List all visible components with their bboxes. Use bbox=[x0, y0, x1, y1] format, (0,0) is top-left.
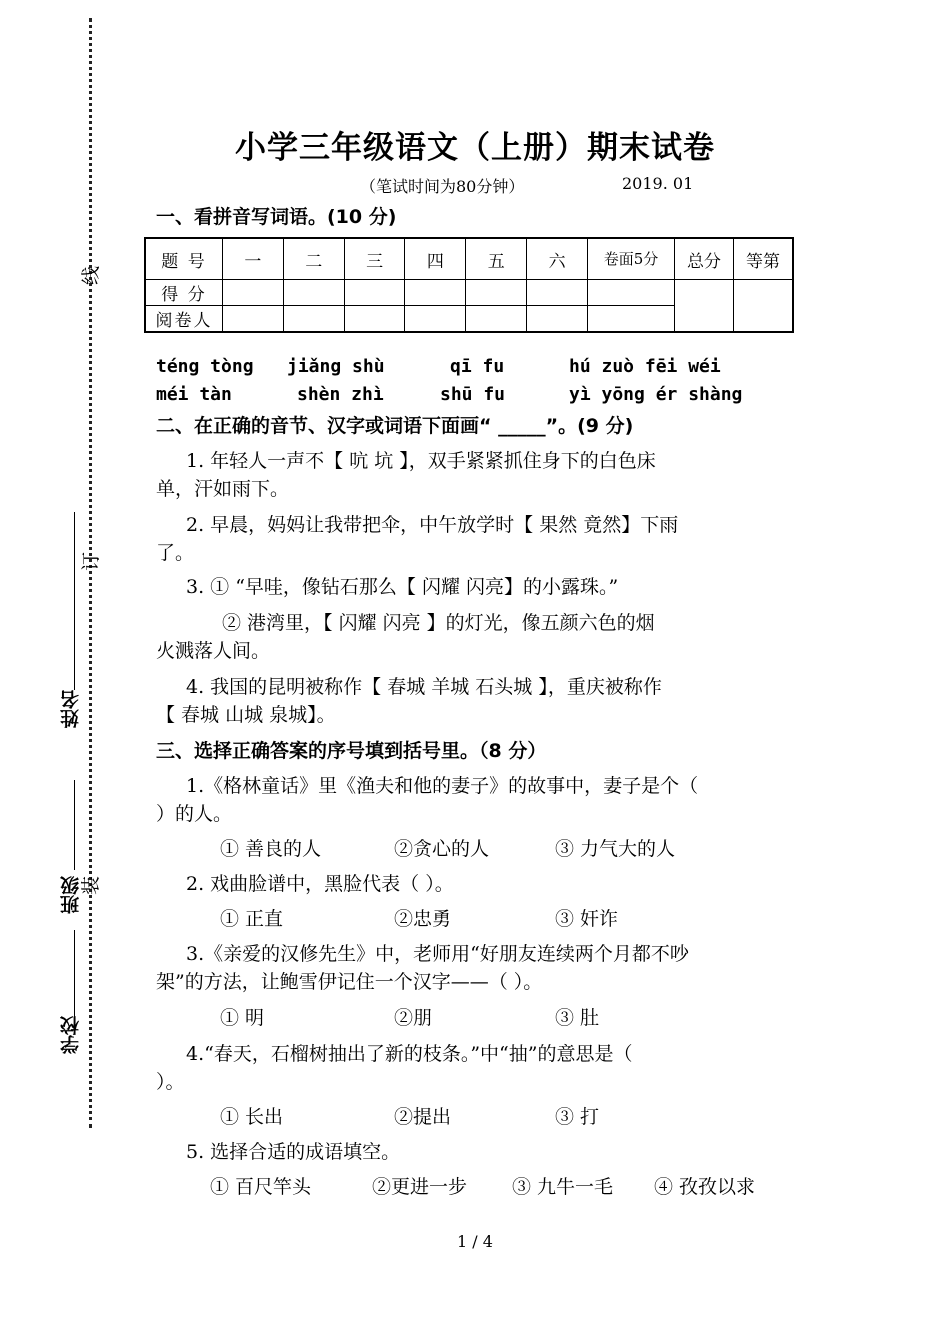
q5-line: 5. 选择合适的成语填空。 bbox=[186, 1141, 401, 1163]
s2-line: 2. 早晨，妈妈让我带把伞，中午放学时【 果然 竟然】下雨 bbox=[186, 514, 679, 536]
pinyin-item: méi tàn bbox=[156, 384, 232, 405]
s2-line: 4. 我国的昆明被称作【 春城 羊城 石头城 】，重庆被称作 bbox=[186, 676, 662, 698]
name-underline bbox=[74, 512, 75, 690]
q4-option[interactable]: ① 长出 bbox=[220, 1106, 284, 1128]
score-cell[interactable] bbox=[223, 280, 284, 306]
q2-option[interactable]: ① 正直 bbox=[220, 908, 284, 930]
score-cell[interactable] bbox=[344, 280, 405, 306]
name-label: 姓名 bbox=[60, 690, 82, 728]
q3-option[interactable]: ③ 肚 bbox=[555, 1007, 600, 1029]
binding-dotted-line bbox=[89, 18, 92, 1128]
col-grade: 等第 bbox=[734, 238, 794, 280]
col-page: 卷面5分 bbox=[588, 238, 675, 280]
score-cell[interactable] bbox=[405, 280, 466, 306]
q3-line: 3.《亲爱的汉修先生》中，老师用“好朋友连续两个月都不吵 bbox=[186, 943, 689, 965]
reviewer-row-label: 阅卷人 bbox=[145, 306, 223, 333]
grade-cell[interactable] bbox=[734, 280, 794, 333]
s2-line: 【 春城 山城 泉城】。 bbox=[156, 704, 336, 726]
score-row-label: 得 分 bbox=[145, 280, 223, 306]
pinyin-item: shū fu bbox=[440, 384, 506, 405]
school-underline bbox=[74, 930, 75, 1028]
q1-line: 1.《格林童话》里《渔夫和他的妻子》的故事中，妻子是个（ bbox=[186, 775, 699, 797]
binding-bind-label: 装 bbox=[80, 875, 103, 896]
col-4: 四 bbox=[405, 238, 466, 280]
reviewer-cell[interactable] bbox=[466, 306, 527, 333]
school-label: 学校 bbox=[60, 1016, 82, 1054]
col-1: 一 bbox=[223, 238, 284, 280]
s2-line: 了。 bbox=[156, 542, 195, 564]
section2-heading: 二、在正确的音节、汉字或词语下面画“ _____”。(9 分) bbox=[156, 415, 634, 437]
q4-option[interactable]: ③ 打 bbox=[555, 1106, 600, 1128]
pinyin-item: shèn zhì bbox=[297, 384, 384, 405]
q4-option[interactable]: ②提出 bbox=[394, 1106, 452, 1128]
exam-date: 2019. 01 bbox=[622, 174, 694, 193]
s2-line: 3. ① “早哇，像钻石那么【 闪耀 闪亮】的小露珠。” bbox=[186, 576, 619, 598]
q2-option[interactable]: ③ 奸诈 bbox=[555, 908, 619, 930]
q2-option[interactable]: ②忠勇 bbox=[394, 908, 452, 930]
class-underline bbox=[74, 780, 75, 870]
q3-line: 架”的方法，让鲍雪伊记住一个汉字——（ ）。 bbox=[156, 971, 543, 993]
score-row bbox=[145, 280, 793, 306]
exam-title: 小学三年级语文（上册）期末试卷 bbox=[235, 130, 715, 166]
score-cell[interactable] bbox=[466, 280, 527, 306]
reviewer-cell[interactable] bbox=[405, 306, 466, 333]
score-table-header-row bbox=[145, 238, 793, 280]
q4-line: 4.“春天，石榴树抽出了新的枝条。”中“抽”的意思是（ bbox=[186, 1043, 633, 1065]
pinyin-item: jiǎng shù bbox=[287, 356, 385, 377]
reviewer-cell[interactable] bbox=[588, 306, 675, 333]
q4-line: ）。 bbox=[156, 1071, 185, 1093]
section1-heading: 一、看拼音写词语。(10 分) bbox=[156, 206, 397, 228]
q3-option[interactable]: ① 明 bbox=[220, 1007, 265, 1029]
binding-line-label: 线 bbox=[80, 265, 103, 286]
q1-option[interactable]: ③ 力气大的人 bbox=[555, 838, 676, 860]
reviewer-cell[interactable] bbox=[283, 306, 344, 333]
reviewer-cell[interactable] bbox=[527, 306, 588, 333]
reviewer-cell[interactable] bbox=[223, 306, 284, 333]
page-number: 1 / 4 bbox=[457, 1232, 493, 1251]
col-3: 三 bbox=[344, 238, 405, 280]
q1-option[interactable]: ②贪心的人 bbox=[394, 838, 490, 860]
s2-line: ② 港湾里，【 闪耀 闪亮 】的灯光，像五颜六色的烟 bbox=[222, 612, 655, 634]
binding-order-label: 订 bbox=[80, 551, 103, 572]
col-6: 六 bbox=[527, 238, 588, 280]
exam-duration: （笔试时间为80分钟） bbox=[360, 177, 525, 196]
col-5: 五 bbox=[466, 238, 527, 280]
pinyin-item: yì yōng ér shàng bbox=[569, 384, 743, 405]
s2-line: 火溅落人间。 bbox=[156, 640, 271, 662]
q2-line: 2. 戏曲脸谱中，黑脸代表（ ）。 bbox=[186, 873, 454, 895]
q1-option[interactable]: ① 善良的人 bbox=[220, 838, 322, 860]
total-cell[interactable] bbox=[675, 280, 734, 333]
header-label-cell: 题 号 bbox=[145, 238, 223, 280]
col-total: 总分 bbox=[675, 238, 734, 280]
s2-line: 1. 年轻人一声不【 吭 坑 】，双手紧紧抓住身下的白色床 bbox=[186, 450, 656, 472]
pinyin-item: hú zuò fēi wéi bbox=[569, 356, 721, 377]
pinyin-item: qī fu bbox=[450, 356, 505, 377]
q5-option[interactable]: ④ 孜孜以求 bbox=[654, 1176, 756, 1198]
class-label: 班级 bbox=[60, 876, 82, 914]
q5-option[interactable]: ③ 九牛一毛 bbox=[512, 1176, 614, 1198]
s2-line: 单，汗如雨下。 bbox=[156, 478, 290, 500]
reviewer-cell[interactable] bbox=[344, 306, 405, 333]
score-cell[interactable] bbox=[283, 280, 344, 306]
q1-line: ）的人。 bbox=[156, 803, 233, 825]
col-2: 二 bbox=[283, 238, 344, 280]
score-table bbox=[144, 237, 794, 333]
score-cell[interactable] bbox=[588, 280, 675, 306]
q5-option[interactable]: ②更进一步 bbox=[372, 1176, 468, 1198]
q3-option[interactable]: ②朋 bbox=[394, 1007, 433, 1029]
pinyin-item: téng tòng bbox=[156, 356, 254, 377]
section3-heading: 三、选择正确答案的序号填到括号里。（8 分） bbox=[156, 740, 547, 762]
q5-option[interactable]: ① 百尺竿头 bbox=[210, 1176, 312, 1198]
score-cell[interactable] bbox=[527, 280, 588, 306]
